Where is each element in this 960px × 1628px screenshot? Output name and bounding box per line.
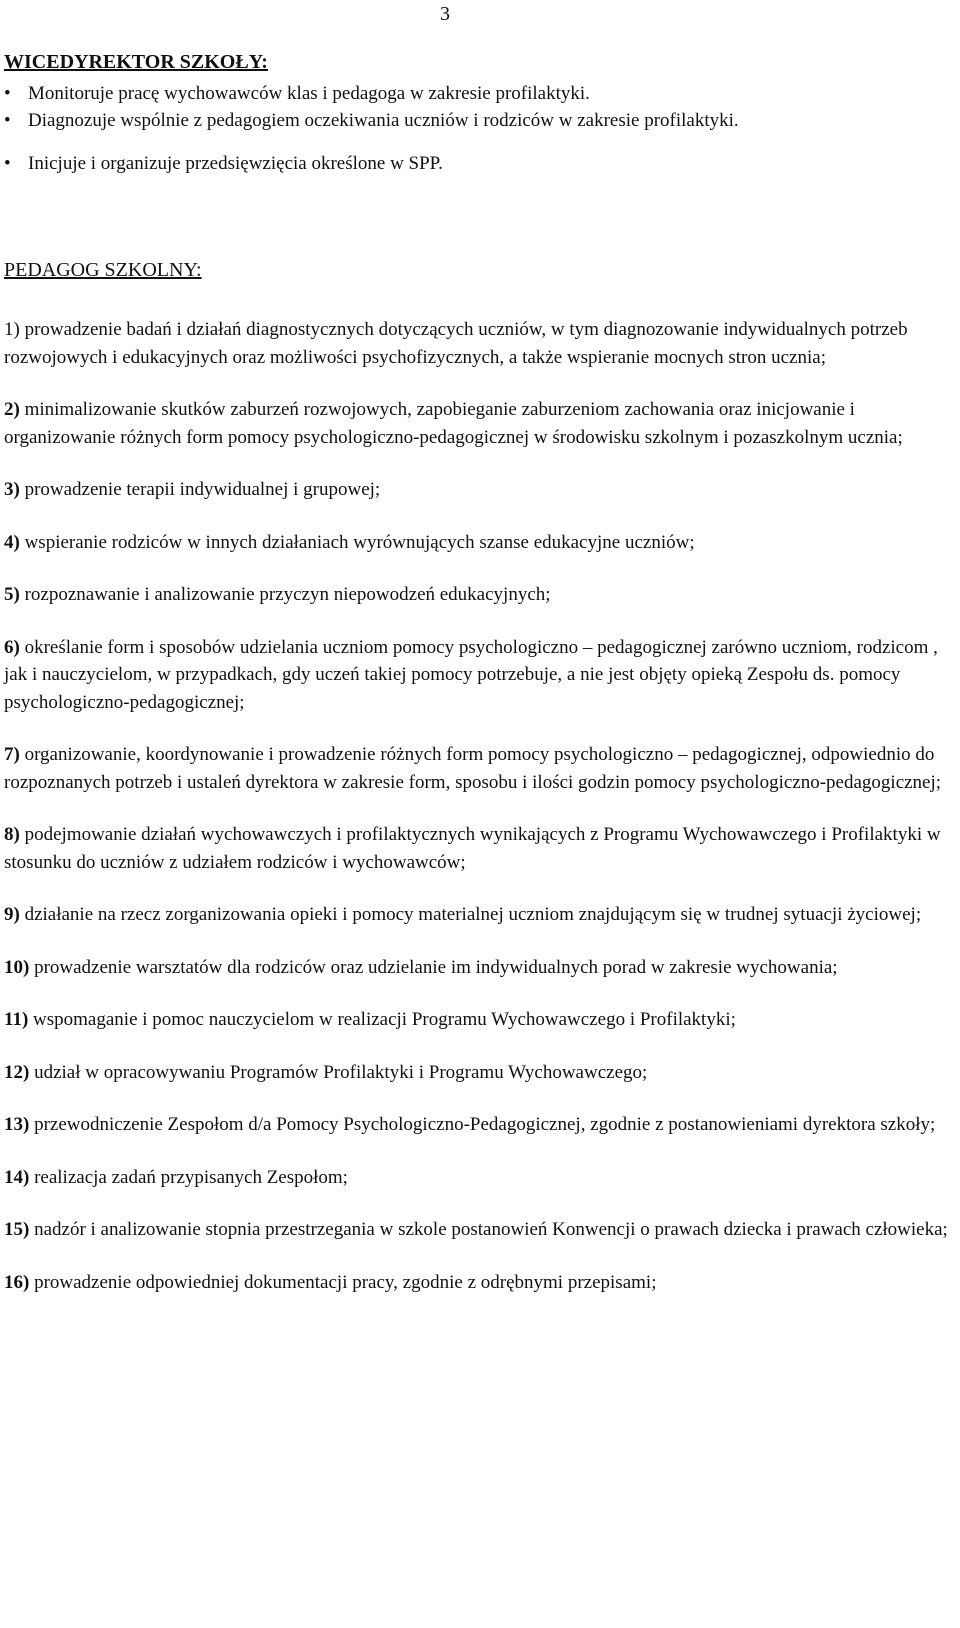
task-text: prowadzenie badań i działań diagnostycznych dotyczących uczniów, w tym diagnozowanie indywidualnych potrzeb rozwojowych i edukacyjnych oraz możliwości psychofizycznych, a także wspieranie mocnych stron ucznia; xyxy=(4,319,908,368)
task-number: 2) xyxy=(4,399,20,420)
task-number: 14) xyxy=(4,1166,30,1188)
task-text: prowadzenie warsztatów dla rodziców oraz udzielanie im indywidualnych porad w zakresie wychowania; xyxy=(29,956,838,978)
task-number: 5) xyxy=(4,584,20,605)
task-item xyxy=(4,634,949,717)
bullet-glyph: • xyxy=(4,153,11,174)
task-number: 13) xyxy=(4,1114,30,1135)
bullet-item xyxy=(4,150,949,177)
task-number: 7) xyxy=(4,744,20,765)
task-text: prowadzenie terapii indywidualnej i grupowej; xyxy=(19,479,381,500)
bullet-glyph: • xyxy=(4,83,11,104)
task-item xyxy=(4,476,949,504)
task-number: 12) xyxy=(4,1061,30,1083)
task-number: 4) xyxy=(4,531,20,553)
wicedyrektor-bullet-list xyxy=(4,80,949,177)
task-item xyxy=(4,316,949,371)
task-item xyxy=(4,1216,949,1244)
task-number: 15) xyxy=(4,1219,30,1240)
bullet-text: Diagnozuje wspólnie z pedagogiem oczekiwania uczniów i rodziców w zakresie profilaktyki. xyxy=(28,110,739,131)
task-item xyxy=(4,1111,949,1139)
page-number: 3 xyxy=(440,3,450,25)
task-text: realizacja zadań przypisanych Zespołom; xyxy=(29,1166,348,1188)
task-number: 16) xyxy=(4,1271,30,1293)
task-item xyxy=(4,1269,949,1297)
task-item xyxy=(4,901,949,929)
task-number: 3) xyxy=(4,479,20,500)
task-text: rozpoznawanie i analizowanie przyczyn niepowodzeń edukacyjnych; xyxy=(19,584,551,605)
task-item xyxy=(4,529,949,557)
task-item xyxy=(4,1059,949,1087)
task-text: organizowanie, koordynowanie i prowadzenie różnych form pomocy psychologiczno – pedagogicznej, odpowiednio do rozpoznanych potrzeb i ustaleń dyrektora w zakresie form, sposobu i ilości godzin pomocy psychologiczno-pedagogicznej; xyxy=(4,744,942,793)
task-text: udział w opracowywaniu Programów Profilaktyki i Programu Wychowawczego; xyxy=(29,1061,648,1083)
task-text: minimalizowanie skutków zaburzeń rozwojowych, zapobieganie zaburzeniom zachowania oraz inicjowanie i organizowanie różnych form pomocy psychologiczno-pedagogicznej w środowisku szkolnym i pozaszkolnym ucznia; xyxy=(4,399,903,448)
task-text: nadzór i analizowanie stopnia przestrzegania w szkole postanowień Konwencji o prawach dziecka i prawach człowieka; xyxy=(29,1219,948,1240)
pedagog-task-list xyxy=(4,316,949,1321)
task-text: wspieranie rodziców w innych działaniach wyrównujących szanse edukacyjne uczniów; xyxy=(19,531,695,553)
bullet-item xyxy=(4,107,949,134)
task-text: przewodniczenie Zespołom d/a Pomocy Psychologiczno-Pedagogicznej, zgodnie z postanowieniami dyrektora szkoły; xyxy=(29,1114,936,1135)
bullet-item xyxy=(4,80,949,107)
task-text: wspomaganie i pomoc nauczycielom w realizacji Programu Wychowawczego i Profilaktyki; xyxy=(28,1009,736,1030)
task-item xyxy=(4,741,949,796)
task-text: podejmowanie działań wychowawczych i profilaktycznych wynikających z Programu Wychowawczego i Profilaktyki w stosunku do uczniów z udziałem rodziców i wychowawców; xyxy=(4,824,941,873)
task-number: 1) xyxy=(4,319,20,340)
task-text: prowadzenie odpowiedniej dokumentacji pracy, zgodnie z odrębnymi przepisami; xyxy=(29,1271,657,1293)
wicedyrektor-section xyxy=(4,50,949,177)
task-item xyxy=(4,954,949,982)
task-number: 10) xyxy=(4,956,30,978)
task-item xyxy=(4,1006,949,1034)
bullet-text: Monitoruje pracę wychowawców klas i pedagoga w zakresie profilaktyki. xyxy=(28,83,590,104)
task-text: określanie form i sposobów udzielania uczniom pomocy psychologiczno – pedagogicznej zarówno uczniom, rodzicom , jak i nauczycielom, w przypadkach, gdy uczeń takiej pomocy potrzebuje, a nie jest objęty opieką Zespołu ds. pomocy psychologiczno-pedagogicznej; xyxy=(4,636,938,713)
task-number: 11) xyxy=(4,1009,29,1030)
task-item xyxy=(4,396,949,451)
task-text: działanie na rzecz zorganizowania opieki i pomocy materialnej uczniom znajdującym się w trudnej sytuacji życiowej; xyxy=(19,904,922,925)
task-number: 8) xyxy=(4,824,20,845)
bullet-text: Inicjuje i organizuje przedsięwzięcia określone w SPP. xyxy=(28,153,443,174)
task-number: 9) xyxy=(4,904,20,925)
wicedyrektor-heading: WICEDYREKTOR SZKOŁY: xyxy=(4,51,268,73)
task-number: 6) xyxy=(4,636,20,658)
bullet-glyph: • xyxy=(4,110,11,131)
task-item xyxy=(4,1164,949,1192)
pedagog-heading: PEDAGOG SZKOLNY: xyxy=(4,259,202,281)
task-item xyxy=(4,581,949,609)
task-item xyxy=(4,821,949,876)
